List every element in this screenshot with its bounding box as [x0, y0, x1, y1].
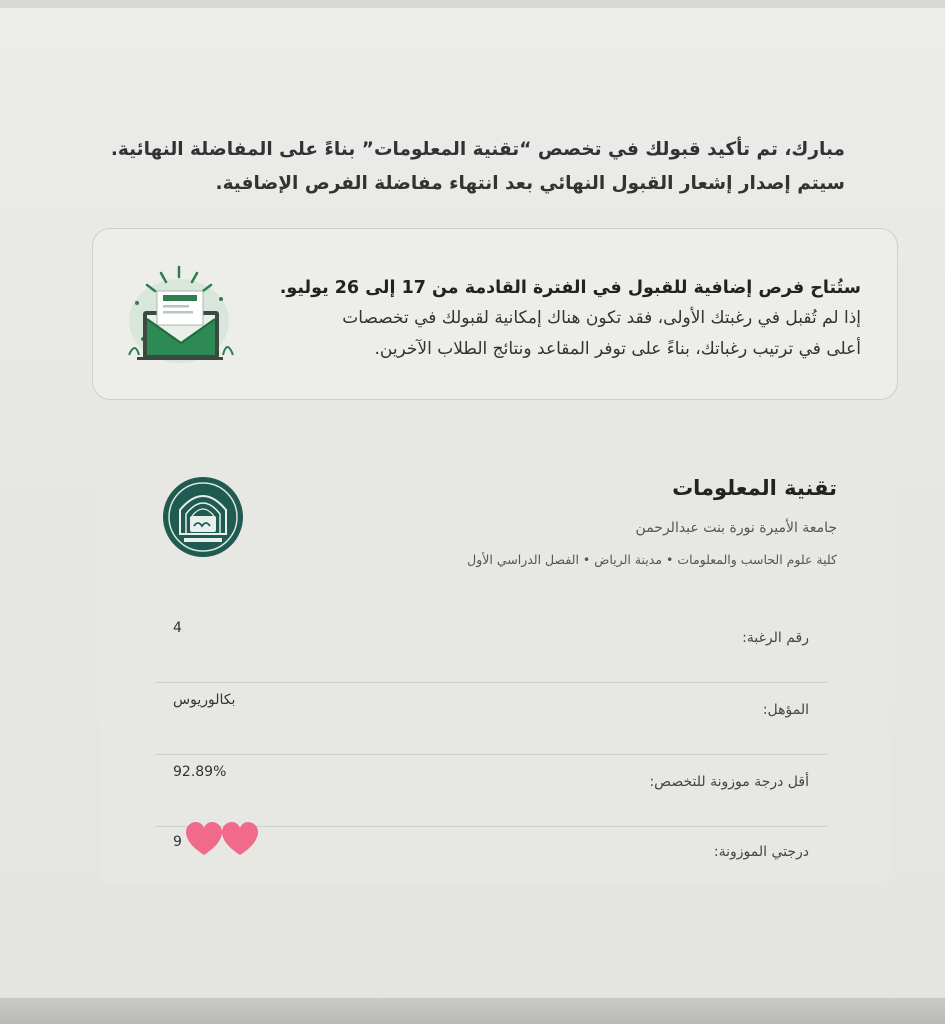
acceptance-line-1: مبارك، تم تأكيد قبولك في تخصص “تقنية المعلومات” بناءً على المفاضلة النهائية.	[110, 139, 845, 160]
acceptance-message	[110, 133, 845, 201]
notice-body-line-2: أعلى في ترتيب رغباتك، بناءً على توفر المقاعد ونتائج الطلاب الآخرين.	[374, 339, 861, 359]
program-title: تقنية المعلومات	[672, 476, 837, 500]
envelope-icon	[123, 263, 235, 367]
notice-text	[279, 273, 861, 365]
min-weighted-score-value: 92.89%	[173, 764, 227, 780]
heart-icon	[186, 822, 262, 858]
qualification-label: المؤهل:	[762, 702, 809, 718]
preference-number-value: 4	[173, 620, 182, 636]
additional-opportunities-notice	[92, 228, 898, 400]
window-top-edge	[0, 0, 945, 8]
notice-body-line-1: إذا لم تُقبل في رغبتك الأولى، فقد تكون هناك إمكانية لقبولك في تخصصات	[342, 308, 861, 328]
detail-row-preference-number	[155, 612, 827, 683]
qualification-value: بكالوريوس	[173, 692, 236, 708]
notice-title: ستُتاح فرص إضافية للقبول في الفترة القادمة من 17 إلى 26 يوليو.	[279, 278, 861, 298]
detail-row-qualification	[155, 684, 827, 755]
preference-number-label: رقم الرغبة:	[742, 630, 809, 646]
acceptance-line-2: سيتم إصدار إشعار القبول النهائي بعد انتهاء مفاضلة الفرص الإضافية.	[215, 173, 845, 194]
detail-row-min-weighted-score	[155, 756, 827, 827]
my-weighted-score-label: درجتي الموزونة:	[713, 844, 809, 860]
program-meta: كلية علوم الحاسب والمعلومات • مدينة الرياض • الفصل الدراسي الأول	[467, 552, 837, 567]
min-weighted-score-label: أقل درجة موزونة للتخصص:	[649, 774, 809, 790]
university-logo	[162, 476, 244, 558]
university-name: جامعة الأميرة نورة بنت عبدالرحمن	[635, 520, 837, 536]
my-weighted-score-value: 9	[173, 834, 182, 850]
monitor-bezel	[0, 998, 945, 1024]
